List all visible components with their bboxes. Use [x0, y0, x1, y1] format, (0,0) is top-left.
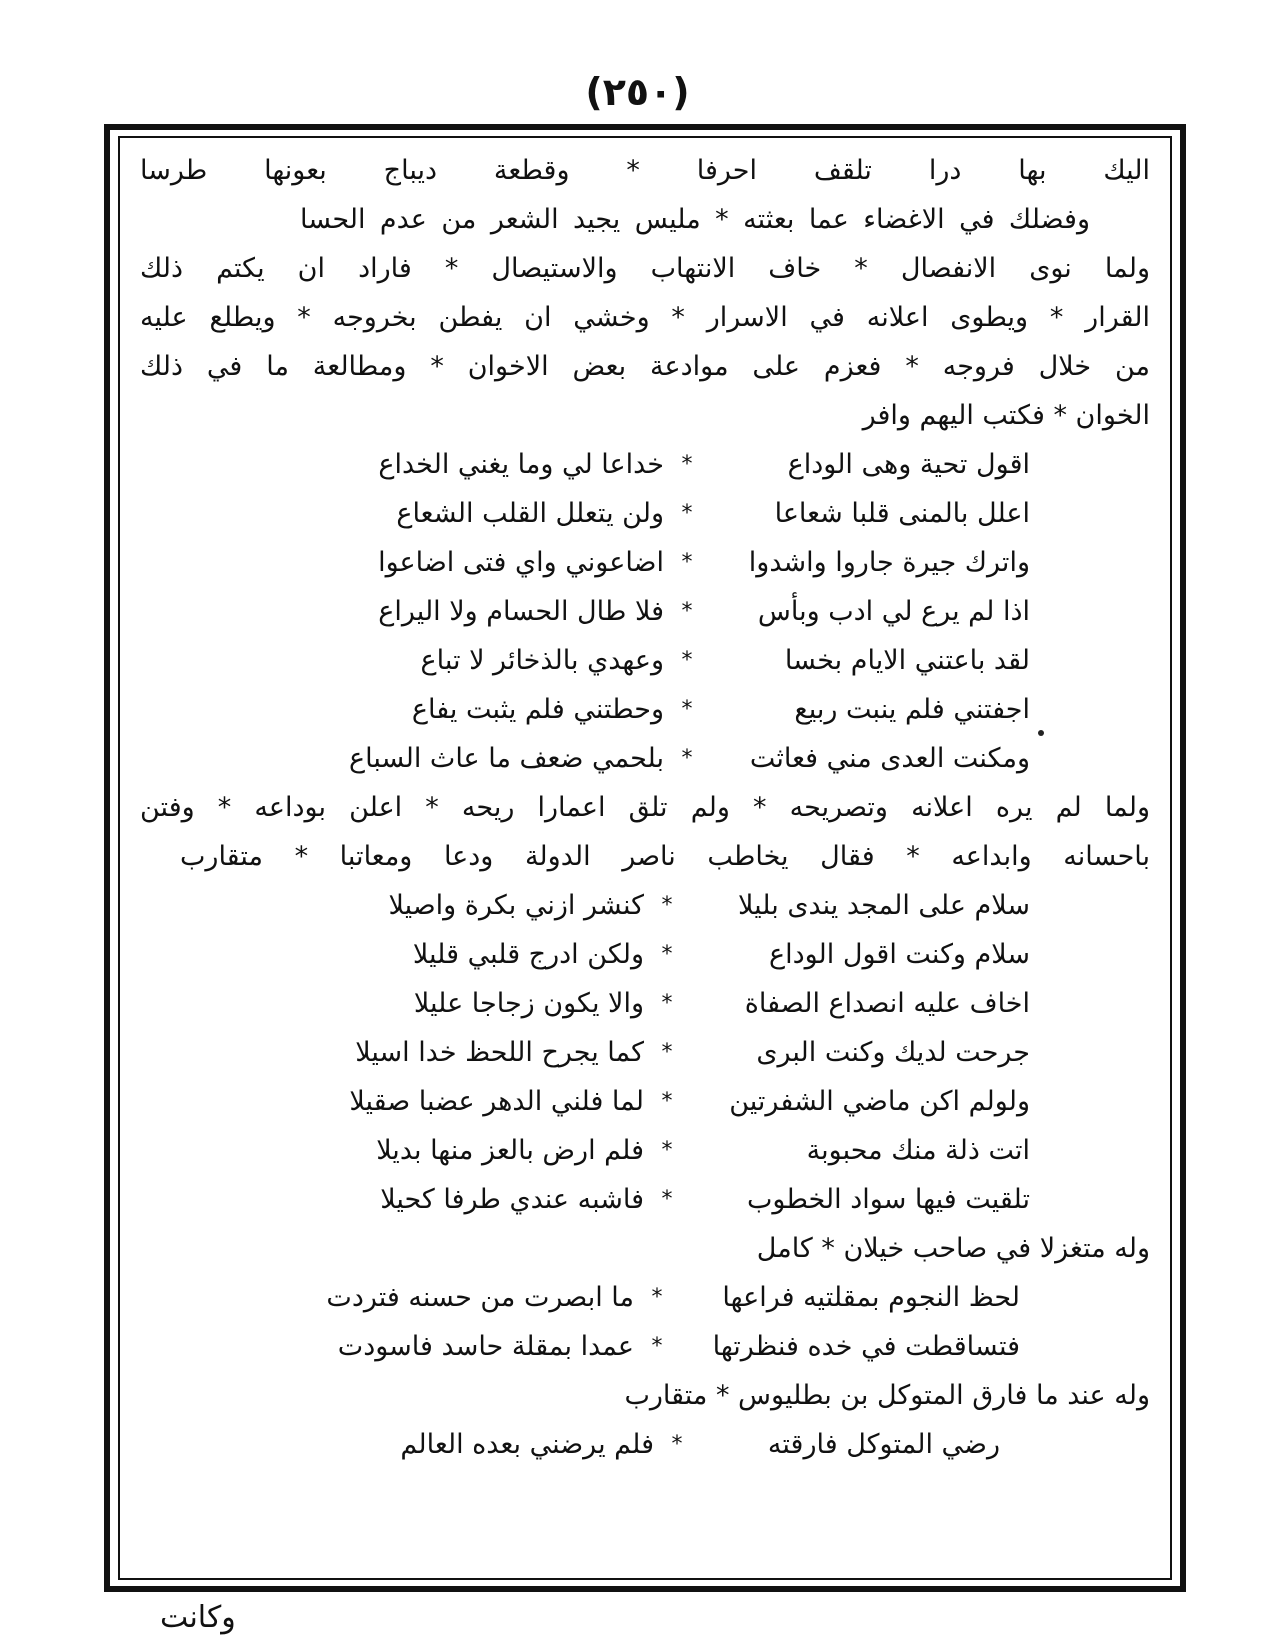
verse-separator: *: [661, 1187, 673, 1212]
verse-hemistich-second: عمدا بمقلة حاسد فاسودت: [337, 1331, 634, 1362]
verse-hemistich-second: خداعا لي وما يغني الخداع: [378, 449, 664, 480]
verse-hemistich-first: ومكنت العدى مني فعاثت: [749, 743, 1030, 774]
verse-separator: *: [681, 452, 693, 477]
verse-line: [140, 1273, 1150, 1322]
verse-hemistich-second: فلم ارض بالعز منها بديلا: [376, 1135, 644, 1166]
verse-hemistich-second: وعهدي بالذخائر لا تباع: [420, 645, 664, 676]
verse-hemistich-second: وحطتني فلم يثبت يفاع: [411, 694, 664, 725]
verse-hemistich-second: ولكن ادرج قلبي قليلا: [412, 939, 644, 970]
verse-hemistich-first: سلام وكنت اقول الوداع: [768, 939, 1030, 970]
verse-separator: *: [681, 746, 693, 771]
verse-line: [140, 538, 1150, 587]
verse-line: [140, 587, 1150, 636]
verse-hemistich-first: رضي المتوكل فارقته: [767, 1429, 1000, 1460]
verse-line: [140, 1077, 1150, 1126]
verse-hemistich-first: سلام على المجد يندى بليلا: [738, 890, 1030, 921]
verse-hemistich-second: فلم يرضني بعده العالم: [400, 1429, 654, 1460]
prose-line: باحسانه وابداعه * فقال يخاطب ناصر الدولة ودعا ومعاتبا * متقارب: [180, 841, 1150, 872]
verse-hemistich-second: ولن يتعلل القلب الشعاع: [396, 498, 664, 529]
verse-line: [140, 1322, 1150, 1371]
prose-line: ولما نوى الانفصال * خاف الانتهاب والاستيصال * فاراد ان يكتم ذلك: [140, 253, 1150, 284]
verse-line: [140, 930, 1150, 979]
verse-separator: *: [661, 991, 673, 1016]
verse-separator: *: [661, 1040, 673, 1065]
verse-hemistich-second: ما ابصرت من حسنه فتردت: [326, 1282, 634, 1313]
verse-separator: *: [661, 1089, 673, 1114]
verse-separator: *: [651, 1334, 663, 1359]
verse-separator: *: [681, 599, 693, 624]
verse-hemistich-first: لحظ النجوم بمقلتيه فراعها: [722, 1282, 1020, 1313]
verse-separator: *: [651, 1285, 663, 1310]
verse-line: [140, 685, 1150, 734]
verse-hemistich-second: فلا طال الحسام ولا اليراع: [378, 596, 664, 627]
verse-hemistich-first: اقول تحية وهى الوداع: [787, 449, 1030, 480]
verse-hemistich-first: اتت ذلة منك محبوبة: [806, 1135, 1030, 1166]
verse-hemistich-second: كما يجرح اللحظ خدا اسيلا: [355, 1037, 644, 1068]
verse-hemistich-first: واترك جيرة جاروا واشدوا: [748, 547, 1030, 578]
verse-line: [140, 1126, 1150, 1175]
section-heading: وله متغزلا في صاحب خيلان * كامل: [756, 1233, 1150, 1264]
verse-separator: *: [671, 1432, 683, 1457]
verse-hemistich-second: والا يكون زجاجا عليلا: [413, 988, 644, 1019]
prose-line: من خلال فروجه * فعزم على موادعة بعض الاخوان * ومطالعة ما في ذلك: [140, 351, 1150, 382]
verse-line: [140, 979, 1150, 1028]
verse-hemistich-first: اعلل بالمنى قلبا شعاعا: [774, 498, 1030, 529]
verse-hemistich-second: كنشر ازني بكرة واصيلا: [388, 890, 644, 921]
verse-hemistich-first: جرحت لديك وكنت البرى: [756, 1037, 1030, 1068]
prose-line: ولما لم يره اعلانه وتصريحه * ولم تلق اعمارا ريحه * اعلن بوداعه * وفتن: [140, 792, 1150, 823]
verse-hemistich-first: اخاف عليه انصداع الصفاة: [744, 988, 1030, 1019]
verse-hemistich-first: ولولم اكن ماضي الشفرتين: [729, 1086, 1030, 1117]
verse-line: [140, 1175, 1150, 1224]
verse-hemistich-second: بلحمي ضعف ما عاث السباع: [349, 743, 664, 774]
verse-hemistich-second: لما فلني الدهر عضبا صقيلا: [349, 1086, 644, 1117]
verse-hemistich-second: اضاعوني واي فتى اضاعوا: [378, 547, 664, 578]
catchword: وكانت: [160, 1600, 236, 1635]
prose-line: الخوان * فكتب اليهم وافر: [862, 400, 1150, 431]
verse-line: [140, 1420, 1150, 1469]
verse-separator: *: [661, 1138, 673, 1163]
verse-hemistich-first: لقد باعتني الايام بخسا: [784, 645, 1030, 676]
verse-separator: *: [681, 550, 693, 575]
verse-hemistich-first: فتساقطت في خده فنظرتها: [712, 1331, 1020, 1362]
verse-line: [140, 881, 1150, 930]
prose-line: اليك بها درا تلقف احرفا * وقطعة ديباج بعونها طرسا: [140, 155, 1150, 186]
verse-line: [140, 636, 1150, 685]
verse-hemistich-first: تلقيت فيها سواد الخطوب: [746, 1184, 1030, 1215]
verse-separator: *: [681, 648, 693, 673]
text-body: [130, 146, 1160, 1566]
prose-line: وفضلك في الاغضاء عما بعثته * مليس يجيد الشعر من عدم الحسا: [300, 204, 1090, 235]
verse-hemistich-second: فاشبه عندي طرفا كحيلا: [380, 1184, 644, 1215]
section-heading: وله عند ما فارق المتوكل بن بطليوس * متقارب: [624, 1380, 1150, 1411]
verse-line: [140, 489, 1150, 538]
verse-line: [140, 734, 1150, 783]
verse-separator: *: [681, 697, 693, 722]
verse-line: [140, 440, 1150, 489]
prose-line: القرار * ويطوى اعلانه في الاسرار * وخشي ان يفطن بخروجه * ويطلع عليه: [140, 302, 1150, 333]
verse-line: [140, 1028, 1150, 1077]
verse-separator: *: [681, 501, 693, 526]
verse-separator: *: [661, 893, 673, 918]
verse-separator: *: [661, 942, 673, 967]
verse-hemistich-first: اذا لم يرع لي ادب وبأس: [757, 596, 1030, 627]
page-number: (٢٥٠): [585, 70, 690, 114]
verse-hemistich-first: اجفتني فلم ينبت ربيع: [794, 694, 1030, 725]
